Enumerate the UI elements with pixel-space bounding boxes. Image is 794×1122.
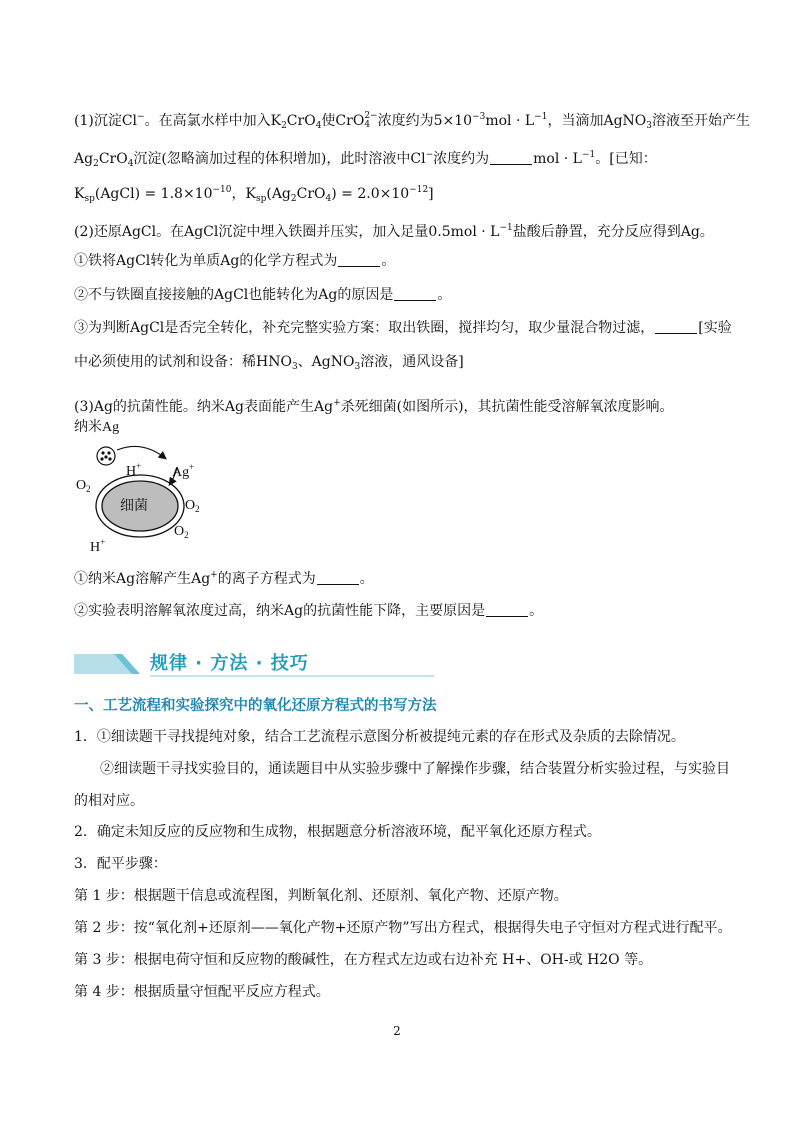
text: 沉淀(忽略滴加过程的体积增加)，此时溶液中	[133, 151, 411, 167]
subscript: sp	[84, 194, 95, 204]
step-1: 第 1 步：根据题干信息或流程图，判断氧化剂、还原剂、氧化产物、还原产物。	[74, 888, 568, 904]
q1-line-1	[74, 107, 750, 136]
text: 。[已知：	[595, 151, 657, 167]
formula-cl: Cl	[121, 113, 138, 129]
answer-blank[interactable]	[486, 604, 528, 617]
text: 。	[359, 571, 374, 587]
text: 盐酸后静置，充分反应得到Ag。	[512, 224, 714, 240]
subscript: 3	[646, 121, 652, 131]
text: ②实验表明溶解氧浓度过高，纳米Ag的抗菌性能下降，主要原因是	[74, 603, 486, 619]
label-nano-ag	[74, 420, 119, 436]
label-o2-right	[185, 498, 200, 517]
text: 。	[529, 603, 544, 619]
paragraph-2-cont: 的相对应。	[74, 793, 144, 809]
section-banner	[74, 646, 364, 678]
text: ③为判断AgCl是否完全转化，补充完整实验方案：取出铁圈，搅拌均匀，取少量混合物过滤，	[74, 320, 655, 336]
formula: K	[270, 113, 282, 129]
q3-item-1	[74, 565, 374, 589]
text: [实验	[698, 320, 732, 336]
q1-ksp-line	[74, 180, 434, 209]
text: ①铁将AgCl转化为单质Ag的化学方程式为	[74, 253, 338, 269]
text: (2)还原AgCl。在AgCl沉淀中埋入铁圈并压实，加入足量	[74, 224, 429, 240]
q2-item-3-cont	[74, 352, 464, 377]
subscript: 2	[195, 504, 200, 514]
subscript: 4	[127, 159, 134, 169]
unit: mol · L	[485, 113, 535, 129]
label-o2-bottom	[174, 524, 189, 543]
section-heading: 一、工艺流程和实验探究中的氧化还原方程式的书写方法	[74, 698, 437, 714]
label-h-plus-top	[126, 458, 141, 480]
text: ②不与铁圈直接接触的AgCl也能转化为Ag的原因是	[74, 287, 394, 303]
subscript: 4	[364, 120, 371, 130]
charge: +	[136, 461, 142, 471]
subscript: 3	[354, 362, 361, 372]
text: 的离子方程式为	[217, 571, 316, 587]
text: 纳米Ag	[74, 420, 120, 435]
text: 溶液，通风设备]	[360, 354, 464, 370]
formula: K	[74, 186, 85, 202]
exponent: −1	[581, 150, 596, 160]
text: 浓度约为	[433, 151, 490, 167]
formula: CrO	[286, 113, 316, 129]
formula: Ag	[313, 399, 334, 415]
q2-intro	[74, 218, 714, 242]
q1-line-2	[74, 145, 657, 174]
formula: CrO	[98, 151, 128, 167]
text: CrO	[296, 186, 326, 202]
text: 杀死细菌(如图所示)，其抗菌性能受溶解氧浓度影响。	[340, 399, 674, 415]
text: ]	[428, 186, 434, 202]
formula: K	[245, 186, 256, 202]
text: (1)沉淀	[74, 113, 122, 129]
text: O	[76, 478, 87, 493]
text: 。	[381, 253, 396, 269]
unit: mol · L	[533, 151, 582, 167]
text: 中必须使用的试剂和设备：稀	[74, 354, 256, 370]
q2-item-3	[74, 318, 732, 338]
text: 、	[297, 354, 312, 370]
label-ag-plus	[172, 459, 194, 481]
paragraph-4: 3．配平步骤：	[74, 856, 167, 872]
charge: −	[137, 112, 145, 122]
charge: +	[100, 537, 106, 547]
subscript: 3	[291, 362, 298, 372]
text: ) = 2.0×10	[331, 186, 410, 202]
paragraph-3: 2．确定未知反应的反应物和生成物，根据题意分析溶液环境，配平氧化还原方程式。	[74, 824, 601, 840]
q3-item-2	[74, 601, 543, 621]
formula: Cl	[410, 151, 426, 167]
text: Ag	[172, 465, 190, 480]
paragraph-1: 1．①细读题干寻找提纯对象，结合工艺流程示意图分析被提纯元素的存在形式及杂质的去除情况。	[74, 729, 685, 745]
nano-ag-figure	[74, 420, 204, 555]
banner-shape	[74, 646, 154, 678]
label-h-plus-bottom	[90, 534, 105, 556]
q2-item-1	[74, 251, 395, 271]
exponent: −3	[472, 112, 486, 122]
exponent: −10	[212, 185, 232, 195]
text: 细菌	[120, 499, 148, 514]
text: (Ag	[266, 186, 291, 202]
page-number: 2	[393, 1024, 401, 1038]
subscript: 4	[315, 121, 322, 131]
charge: 2−	[364, 111, 378, 121]
exponent: −1	[499, 223, 513, 233]
text: ，	[231, 186, 246, 202]
subscript: 4	[325, 194, 332, 204]
answer-blank[interactable]	[317, 572, 359, 585]
label-o2-left	[76, 478, 91, 497]
subscript: sp	[255, 194, 267, 204]
step-2: 第 2 步：按“氧化剂+还原剂——氧化产物+还原产物”写出方程式，根据得失电子守恒对方程式进行配平。	[74, 920, 732, 936]
text: 使	[321, 113, 336, 129]
answer-blank[interactable]	[655, 321, 697, 334]
step-4: 第 4 步：根据质量守恒配平反应方程式。	[74, 984, 330, 1000]
text: O	[185, 498, 196, 513]
text: 溶液至开始产生	[652, 113, 750, 129]
q2-item-2	[74, 285, 451, 305]
exponent: −12	[409, 185, 429, 195]
subscript: 2	[290, 194, 297, 204]
formula: AgNO	[603, 113, 647, 129]
answer-blank[interactable]	[338, 254, 380, 267]
q3-intro	[74, 393, 674, 417]
paragraph-2: ②细读题干寻找实验目的，通读题目中从实验步骤中了解操作步骤，结合装置分析实验过程，与实验目	[100, 761, 730, 777]
answer-blank[interactable]	[490, 152, 532, 165]
text: O	[174, 524, 185, 539]
charge: +	[189, 462, 195, 472]
unit: 0.5mol · L	[428, 224, 500, 240]
banner-rule	[150, 675, 434, 677]
formula: Ag	[74, 151, 94, 167]
subscript: 2	[86, 484, 91, 494]
banner-title: 规律 · 方法 · 技巧	[150, 653, 309, 674]
charge: +	[333, 398, 341, 408]
formula: CrO	[335, 113, 365, 129]
text: 。在高氯水样中加入	[144, 113, 271, 129]
formula: Ag	[191, 571, 211, 587]
charge: −	[425, 150, 434, 160]
step-3: 第 3 步：根据电荷守恒和反应物的酸碱性，在方程式左边或右边补充 H+、OH-或 H2O 等。	[74, 952, 653, 968]
answer-blank[interactable]	[394, 288, 436, 301]
text: 浓度约为5×10	[377, 113, 473, 129]
subscript: 2	[281, 121, 287, 131]
subscript: 2	[184, 530, 189, 540]
text: ，当滴加	[547, 113, 604, 129]
formula: AgNO	[311, 354, 355, 370]
text: 。	[437, 287, 452, 303]
charge: +	[210, 570, 218, 580]
text: H	[126, 464, 137, 479]
formula: HNO	[256, 354, 292, 370]
text: H	[90, 540, 101, 555]
text: ①纳米Ag溶解产生	[74, 571, 192, 587]
text: (3)Ag的抗菌性能。纳米Ag表面能产生	[74, 399, 314, 415]
label-bacteria	[120, 499, 148, 515]
dissolve-arrow	[117, 446, 165, 458]
exponent: −1	[534, 112, 548, 122]
subscript: 2	[93, 159, 99, 169]
text: (AgCl) = 1.8×10	[94, 186, 213, 202]
